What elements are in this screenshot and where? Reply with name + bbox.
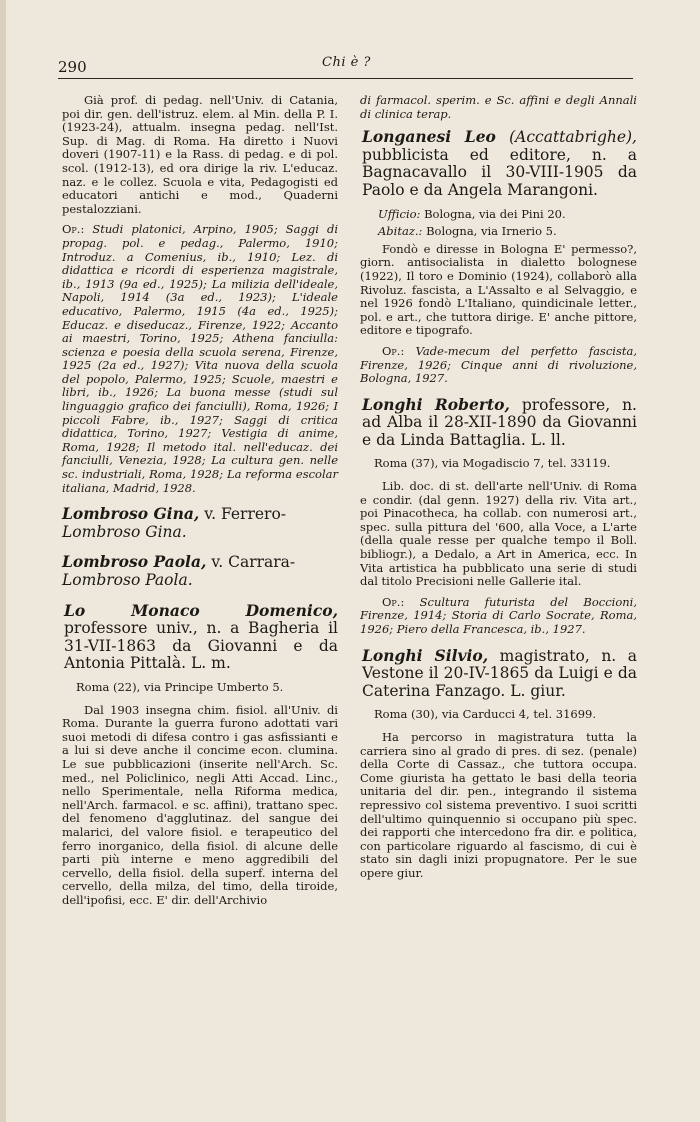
entry-heading-longanesi (360, 128, 637, 199)
entry-heading-lo-monaco (62, 602, 338, 673)
entry-body: Lib. doc. di st. dell'arte nell'Univ. di Roma e condir. (dal genn. 1927) della riv. Vita art., poi Pinacotheca, ha collab. con numerosi art., spec. sulla pittura del '600, alla Voce, a L'arte (della quale resse per qualche tempo il Boll. bibliogr.), a Dedalo, a Art in America, ecc. In Vita artistica ha pubblicato una serie di studi dal titolo Precisioni nelle Gallerie ital. (360, 479, 637, 589)
entry-description: professore, n. ad Alba il 28-XII-1890 da Giovanni e da Linda Battaglia. L. ll. (362, 395, 637, 449)
entry-body: Ha percorso in magistratura tutta la carriera sino al grado di pres. di sez. (penale) della Corte di Cassaz., che tuttora occupa. Come giurista ha gettato le basi della teoria unitaria del dir. pen., integrando il sistema repressivo col sistema preventivo. I suoi scritti dell'ultimo quinquennio si occupano più spec. dei rapporti che intercedono fra dir. e politica, con particolare riguardo al fascismo, di cui è stato sin dagli inizi propugnatore. Per le sue opere giur. (360, 729, 637, 880)
works-label: Op.: (382, 594, 405, 609)
home-address (360, 225, 637, 239)
running-head: Chi è ? (322, 55, 371, 70)
cross-reference-lombroso-gina (62, 505, 338, 541)
xref-target: Lombroso Gina. (62, 522, 187, 541)
entry-name: Longanesi Leo (362, 127, 496, 147)
entry-name: Longhi Silvio, (362, 645, 489, 665)
cross-reference-lombroso-paola (62, 553, 338, 589)
works-label: Op.: (62, 222, 85, 237)
office-label: Ufficio: (378, 206, 421, 221)
left-column (62, 94, 338, 914)
entry-name: Lo Monaco Domenico, (64, 600, 338, 620)
entry-body-continued: Già prof. di pedag. nell'Univ. di Catania, poi dir. gen. dell'istruz. elem. al Min. della P. I. (1923-24), attualm. insegna pedag. nell'Ist. Sup. di Mag. di Roma. Ha diretto i Nuovi doveri (1907-11) e la Rass. di pedag. e di pol. scol. (1912-13), ed ora dirige la riv. L'educaz. naz. e le collez. Scuola e vita, Pedagogisti ed educatori antichi e mod., Quaderni pestalozziani. (62, 93, 338, 216)
entry-body: Dal 1903 insegna chim. fisiol. all'Univ. di Roma. Durante la guerra furono adottati vari suoi metodi di difesa contro i gas asfissianti e a lui si deve anche il concime econ. clumina. Le sue pubblicazioni (inserite nell'Arch. Sc. med., nel Policlinico, negli Atti Accad. Linc., nello Sperimentale, nella Riforma medica, nell'Arch. farmacol. e sc. affini), trattano spec. del fenomeno d'agglutinaz. del sangue dei malarici, del valore fisiol. e terapeutico del ferro inorganico, della fisiol. di alcune delle parti più interne e meno aggredibili del cervello, della fisiol. della superf. interna del cervello, della milza, del timo, della tiroide, dell'ipofisi, ecc. E' dir. dell'Archivio (62, 702, 338, 907)
right-column (360, 94, 637, 888)
xref-target: Lombroso Paola. (62, 571, 193, 589)
page-number: 290 (58, 58, 87, 76)
entry-address: Roma (22), via Principe Umberto 5. (76, 679, 284, 694)
works-text: Vade-mecum del perfetto fascista, Firenze, 1926; Cinque anni di rivoluzione, Bologna, 1927. (360, 343, 637, 386)
works-list (360, 345, 637, 386)
page-header (58, 52, 633, 79)
entry-description: magistrato, n. a Vestone il 20-IV-1865 da Luigi e da Caterina Fanzago. L. giur. (362, 646, 637, 700)
xref-name: Lombroso Paola, (62, 552, 207, 572)
works-list (62, 223, 338, 495)
entry-address: Roma (30), via Carducci 4, tel. 31699. (374, 707, 597, 722)
entry-description: pubblicista ed editore, n. a Bagnacavallo il 30-VIII-1905 da Paolo e da Angela Marangoni. (362, 145, 637, 199)
entry-body-continued: di farmacol. sperim. e Sc. affini e degli Annali di clinica terap. (360, 93, 637, 121)
entry-heading-longhi-silvio (360, 647, 637, 701)
home-label: Abitaz.: (378, 224, 423, 239)
xref-rest: v. Ferrero- (199, 505, 287, 524)
home-value: Bologna, via Irnerio 5. (422, 224, 557, 239)
entry-alias: (Accattabrighe), (495, 128, 637, 147)
xref-name: Lombroso Gina, (62, 504, 200, 524)
entry-body: Fondò e diresse in Bologna E' permesso?, giorn. antisocialista in dialetto bolognese (1922), Il toro e Dominio (1924), collaborò alla Rivoluz. fascista, a L'Assalto e al Selvaggio, e nel 1926 fondò L'Italiano, quindicinale letter., pol. e art., che tuttora dirige. E' anche pittore, editore e tipografo. (360, 241, 637, 338)
entry-name: Longhi Roberto, (362, 394, 510, 414)
office-value: Bologna, via dei Pini 20. (420, 206, 566, 221)
entry-heading-longhi-roberto (360, 396, 637, 450)
xref-rest: v. Carrara- (206, 553, 296, 572)
entry-description: professore univ., n. a Bagheria il 31-VII-1863 da Giovanni e da Antonia Pittalà. L. m. (64, 619, 338, 673)
page-edge-shadow (0, 0, 6, 1122)
works-text: Studi platonici, Arpino, 1905; Saggi di propag. pol. e pedag., Palermo, 1910; Introduz. a Comenius, ib., 1910; Lez. di didattica e ricordi di esperienza magistrale, ib., 1913 (9a ed., 1925); La milizia dell'ideale, Napoli, 1914 (3a ed., 1923); L'ideale educativo, Palermo, 1915 (4a ed., 1925); Educaz. e diseducaz., Firenze, 1922; Accanto ai maestri, Torino, 1925; Athena fanciulla: scienza e poesia della scuola serena, Firenze, 1925 (2a ed., 1927); Vita nuova della scuola del popolo, Palermo, 1925; Scuole, maestri e libri, ib., 1926; La buona messe (studi sul linguaggio grafico dei fanciulli), Roma, 1926; I piccoli Fabre, ib., 1927; Saggi di critica didattica, Torino, 1927; Vestigia di anime, Roma, 1928; Il metodo ital. nell'educaz. dei fanciulli, Venezia, 1928; La cultura gen. nelle sc. industriali, Roma, 1928; La reforma escolar italiana, Madrid, 1928. (62, 222, 338, 495)
works-list (360, 596, 637, 637)
entry-address: Roma (37), via Mogadiscio 7, tel. 33119. (374, 456, 611, 471)
office-address (360, 208, 637, 222)
works-text: Scultura futurista del Boccioni, Firenze, 1914; Storia di Carlo Socrate, Roma, 1926; Piero della Francesca, ib., 1927. (360, 594, 637, 636)
works-label: Op.: (382, 343, 405, 358)
